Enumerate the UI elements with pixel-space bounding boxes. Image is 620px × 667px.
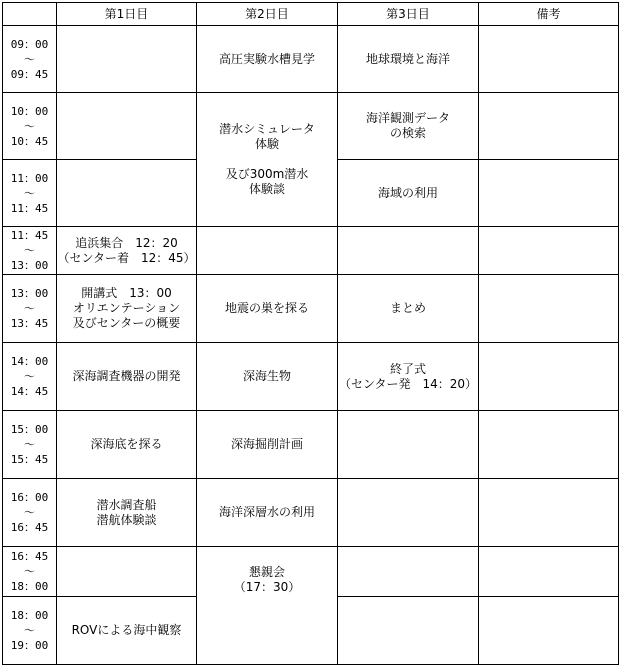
notes-cell (479, 411, 619, 479)
day2-cell: 海洋深層水の利用 (197, 479, 338, 547)
time-cell: 18：00 ～ 19：00 (3, 597, 57, 665)
time-cell: 11：45 ～ 13：00 (3, 227, 57, 275)
day3-cell (338, 411, 479, 479)
day1-cell (57, 547, 197, 597)
table-row (3, 479, 619, 547)
day2-cell: 高圧実験水槽見学 (197, 26, 338, 93)
notes-cell (479, 479, 619, 547)
header-day3: 第3日目 (338, 3, 479, 26)
notes-cell (479, 93, 619, 160)
time-cell: 13：00 ～ 13：45 (3, 275, 57, 343)
day2-cell: 潜水シミュレータ 体験 及び300m潜水 体験談 (197, 93, 338, 227)
time-cell: 10：00 ～ 10：45 (3, 93, 57, 160)
day1-cell: 深海底を探る (57, 411, 197, 479)
time-cell: 11：00 ～ 11：45 (3, 160, 57, 227)
day3-cell: 地球環境と海洋 (338, 26, 479, 93)
notes-cell (479, 26, 619, 93)
day1-cell: 潜水調査船 潜航体験談 (57, 479, 197, 547)
day1-cell: 追浜集合 12：20 （センター着 12：45） (57, 227, 197, 275)
day3-cell: 海洋観測データ の検索 (338, 93, 479, 160)
notes-cell (479, 160, 619, 227)
notes-cell (479, 227, 619, 275)
notes-cell (479, 547, 619, 597)
day3-cell: 海域の利用 (338, 160, 479, 227)
time-cell: 16：00 ～ 16：45 (3, 479, 57, 547)
day3-cell: 終了式 （センター発 14：20） (338, 343, 479, 411)
header-notes: 備考 (479, 3, 619, 26)
header-blank (3, 3, 57, 26)
table-row (3, 411, 619, 479)
table-row (3, 275, 619, 343)
table-row (3, 227, 619, 275)
notes-cell (479, 275, 619, 343)
day3-cell: まとめ (338, 275, 479, 343)
day1-cell (57, 26, 197, 93)
day1-cell (57, 160, 197, 227)
header-row (3, 3, 619, 26)
day3-cell (338, 227, 479, 275)
day1-cell (57, 93, 197, 160)
notes-cell (479, 343, 619, 411)
notes-cell (479, 597, 619, 665)
day3-cell (338, 547, 479, 597)
table-row (3, 343, 619, 411)
header-day2: 第2日目 (197, 3, 338, 26)
day2-cell (197, 227, 338, 275)
time-cell: 16：45 ～ 18：00 (3, 547, 57, 597)
day1-cell: ROVによる海中観察 (57, 597, 197, 665)
table-row (3, 26, 619, 93)
day1-cell: 深海調査機器の開発 (57, 343, 197, 411)
table-row (3, 547, 619, 597)
time-cell: 14：00 ～ 14：45 (3, 343, 57, 411)
time-cell: 09：00 ～ 09：45 (3, 26, 57, 93)
table-row (3, 93, 619, 160)
day2-cell: 地震の巣を探る (197, 275, 338, 343)
day3-cell (338, 597, 479, 665)
schedule-table (2, 2, 619, 665)
day1-cell: 開講式 13：00 オリエンテーション 及びセンターの概要 (57, 275, 197, 343)
day3-cell (338, 479, 479, 547)
time-cell: 15：00 ～ 15：45 (3, 411, 57, 479)
header-day1: 第1日目 (57, 3, 197, 26)
day2-cell: 深海生物 (197, 343, 338, 411)
day2-cell: 深海掘削計画 (197, 411, 338, 479)
day2-cell: 懇親会 （17：30） (197, 547, 338, 665)
